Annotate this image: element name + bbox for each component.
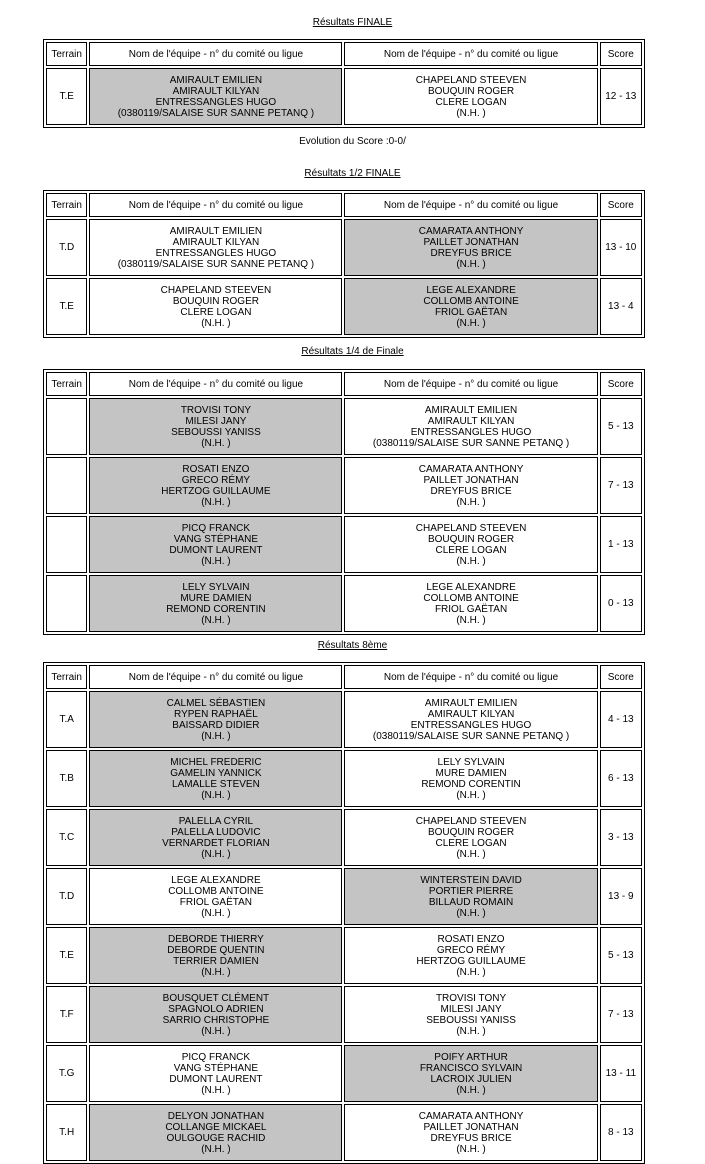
player-name: AMIRAULT KILYAN [172,236,260,248]
club-label: (N.H. ) [201,966,231,978]
club-label: (N.H. ) [456,789,486,801]
team-2-cell [344,691,597,748]
header-score: Score [600,372,642,396]
terrain-cell: T.D [46,868,87,925]
player-name: CAMARATA ANTHONY [418,225,524,237]
player-name: AMIRAULT KILYAN [427,708,515,720]
table-header-row [46,372,642,396]
header-team-1: Nom de l'équipe - n° du comité ou ligue [89,665,342,689]
team-1-cell [89,868,342,925]
player-name: SPAGNOLO ADRIEN [168,1003,264,1015]
score-evolution: Evolution du Score :0-0/ [299,136,406,147]
team-2-cell [344,68,597,125]
player-name: TERRIER DAMIEN [173,955,259,967]
match-row [46,278,642,335]
section-title: Résultats 8ème [317,640,388,651]
terrain-cell: T.F [46,986,87,1043]
player-name: AMIRAULT EMILIEN [424,404,518,416]
player-name: ROSATI ENZO [182,463,250,475]
player-name: CHAPELAND STEEVEN [415,74,527,86]
player-name: PALELLA LUDOVIC [171,826,261,838]
player-name: DREYFUS BRICE [430,485,512,497]
player-name: RYPEN RAPHAËL [174,708,258,720]
player-name: CHAPELAND STEEVEN [415,815,527,827]
results-table [43,39,645,128]
club-label: (N.H. ) [201,496,231,508]
team-2-cell [344,927,597,984]
club-label: (N.H. ) [201,437,231,449]
header-score: Score [600,42,642,66]
team-2-cell [344,809,597,866]
club-label: (N.H. ) [456,966,486,978]
club-label: (N.H. ) [456,555,486,567]
results-table [43,190,645,338]
player-name: CAMARATA ANTHONY [418,463,524,475]
terrain-cell: T.E [46,278,87,335]
terrain-cell: T.A [46,691,87,748]
team-1-cell [89,750,342,807]
player-name: BOUQUIN ROGER [427,826,515,838]
player-name: LACROIX JULIEN [430,1073,512,1085]
score-cell: 1 - 13 [600,516,642,573]
player-name: BAISSARD DIDIER [172,719,260,731]
team-1-cell [89,68,342,125]
terrain-cell: T.E [46,68,87,125]
club-label: (N.H. ) [201,614,231,626]
terrain-cell: T.D [46,219,87,276]
team-2-cell [344,219,597,276]
header-team-2: Nom de l'équipe - n° du comité ou ligue [344,665,597,689]
terrain-cell: T.H [46,1104,87,1161]
club-label: (N.H. ) [201,907,231,919]
club-label: (N.H. ) [201,1025,231,1037]
player-name: DELYON JONATHAN [167,1110,265,1122]
player-name: ROSATI ENZO [437,933,505,945]
player-name: MURE DAMIEN [180,592,252,604]
match-row [46,927,642,984]
player-name: BOUQUIN ROGER [172,295,259,307]
club-label: (N.H. ) [456,1084,486,1096]
player-name: LEGE ALEXANDRE [171,874,261,886]
player-name: TROVISI TONY [180,404,252,416]
team-1-cell [89,927,342,984]
player-name: CLERE LOGAN [435,544,507,556]
header-team-2: Nom de l'équipe - n° du comité ou ligue [344,372,597,396]
player-name: MILESI JANY [440,1003,502,1015]
player-name: MICHEL FREDERIC [170,756,262,768]
player-name: GAMELIN YANNICK [170,767,262,779]
terrain-cell: T.E [46,927,87,984]
player-name: BOUQUIN ROGER [427,533,515,545]
player-name: FRIOL GAËTAN [434,603,508,615]
player-name: WINTERSTEIN DAVID [420,874,522,886]
player-name: OULGOUGE RACHID [166,1132,266,1144]
club-label: (N.H. ) [456,1025,486,1037]
club-label: (N.H. ) [456,258,486,270]
team-2-cell [344,986,597,1043]
player-name: PORTIER PIERRE [428,885,514,897]
team-1-cell [89,516,342,573]
team-1-cell [89,219,342,276]
table-header-row [46,193,642,217]
score-cell: 3 - 13 [600,809,642,866]
score-cell: 13 - 4 [600,278,642,335]
match-row [46,219,642,276]
team-1-cell [89,278,342,335]
club-label: (0380119/SALAISE SUR SANNE PETANQ ) [117,258,315,270]
score-cell: 7 - 13 [600,457,642,514]
results-table [43,662,645,1164]
team-2-cell [344,1104,597,1161]
terrain-cell [46,398,87,455]
team-1-cell [89,986,342,1043]
player-name: FRIOL GAËTAN [434,306,508,318]
player-name: SEBOUSSI YANISS [171,426,261,438]
player-name: AMIRAULT EMILIEN [169,225,263,237]
player-name: LELY SYLVAIN [182,581,250,593]
player-name: AMIRAULT KILYAN [427,415,515,427]
terrain-cell [46,575,87,632]
player-name: CLERE LOGAN [180,306,252,318]
score-cell: 12 - 13 [600,68,642,125]
player-name: DEBORDE QUENTIN [167,944,265,956]
match-row [46,516,642,573]
team-2-cell [344,575,597,632]
club-label: (N.H. ) [201,730,231,742]
player-name: POIFY ARTHUR [434,1051,508,1063]
club-label: (N.H. ) [456,907,486,919]
match-row [46,457,642,514]
club-label: (N.H. ) [201,317,231,329]
team-1-cell [89,809,342,866]
player-name: PAILLET JONATHAN [423,236,519,248]
player-name: DREYFUS BRICE [430,247,512,259]
match-row [46,1045,642,1102]
match-row [46,691,642,748]
team-1-cell [89,398,342,455]
team-2-cell [344,516,597,573]
score-cell: 4 - 13 [600,691,642,748]
club-label: (N.H. ) [456,107,486,119]
player-name: CLERE LOGAN [435,96,507,108]
team-2-cell [344,1045,597,1102]
club-label: (N.H. ) [201,555,231,567]
player-name: ENTRESSANGLES HUGO [155,247,277,259]
header-team-2: Nom de l'équipe - n° du comité ou ligue [344,42,597,66]
player-name: DUMONT LAURENT [169,544,263,556]
section-title: Résultats 1/4 de Finale [301,346,404,357]
player-name: CLERE LOGAN [435,837,507,849]
player-name: REMOND CORENTIN [166,603,266,615]
player-name: PAILLET JONATHAN [423,474,519,486]
team-1-cell [89,691,342,748]
player-name: BOUSQUET CLÉMENT [162,992,270,1004]
player-name: FRANCISCO SYLVAIN [419,1062,523,1074]
club-label: (N.H. ) [201,1084,231,1096]
player-name: COLLOMB ANTOINE [423,295,519,307]
club-label: (N.H. ) [456,1143,486,1155]
match-row [46,986,642,1043]
match-row [46,398,642,455]
player-name: TROVISI TONY [435,992,507,1004]
header-terrain: Terrain [46,665,87,689]
header-team-2: Nom de l'équipe - n° du comité ou ligue [344,193,597,217]
header-score: Score [600,665,642,689]
player-name: AMIRAULT EMILIEN [424,697,518,709]
player-name: MURE DAMIEN [435,767,507,779]
player-name: LEGE ALEXANDRE [426,284,516,296]
player-name: HERTZOG GUILLAUME [416,955,526,967]
player-name: FRIOL GAËTAN [179,896,253,908]
player-name: ENTRESSANGLES HUGO [155,96,277,108]
club-label: (0380119/SALAISE SUR SANNE PETANQ ) [372,437,570,449]
section-title: Résultats FINALE [312,17,393,28]
player-name: LAMALLE STEVEN [172,778,260,790]
player-name: SEBOUSSI YANISS [426,1014,516,1026]
score-cell: 7 - 13 [600,986,642,1043]
player-name: CAMARATA ANTHONY [418,1110,524,1122]
player-name: VANG STÉPHANE [173,1062,259,1074]
team-2-cell [344,457,597,514]
team-1-cell [89,457,342,514]
score-cell: 13 - 11 [600,1045,642,1102]
club-label: (N.H. ) [201,789,231,801]
score-cell: 6 - 13 [600,750,642,807]
player-name: DREYFUS BRICE [430,1132,512,1144]
player-name: PAILLET JONATHAN [423,1121,519,1133]
team-2-cell [344,278,597,335]
score-cell: 0 - 13 [600,575,642,632]
score-cell: 8 - 13 [600,1104,642,1161]
match-row [46,868,642,925]
player-name: COLLOMB ANTOINE [423,592,519,604]
match-row [46,68,642,125]
player-name: BILLAUD ROMAIN [428,896,514,908]
score-cell: 13 - 10 [600,219,642,276]
club-label: (N.H. ) [201,1143,231,1155]
match-row [46,809,642,866]
results-table [43,369,645,635]
club-label: (0380119/SALAISE SUR SANNE PETANQ ) [372,730,570,742]
table-header-row [46,665,642,689]
match-row [46,1104,642,1161]
table-header-row [46,42,642,66]
player-name: CHAPELAND STEEVEN [415,522,527,534]
player-name: VANG STÉPHANE [173,533,259,545]
header-terrain: Terrain [46,42,87,66]
header-team-1: Nom de l'équipe - n° du comité ou ligue [89,372,342,396]
score-cell: 5 - 13 [600,398,642,455]
team-1-cell [89,1045,342,1102]
player-name: COLLANGE MICKAEL [165,1121,267,1133]
player-name: SARRIO CHRISTOPHE [162,1014,270,1026]
player-name: MILESI JANY [185,415,247,427]
player-name: PICQ FRANCK [181,522,251,534]
player-name: ENTRESSANGLES HUGO [410,719,532,731]
player-name: VERNARDET FLORIAN [162,837,270,849]
club-label: (N.H. ) [456,317,486,329]
player-name: BOUQUIN ROGER [427,85,515,97]
player-name: CALMEL SÉBASTIEN [166,697,266,709]
header-team-1: Nom de l'équipe - n° du comité ou ligue [89,42,342,66]
team-2-cell [344,868,597,925]
header-team-1: Nom de l'équipe - n° du comité ou ligue [89,193,342,217]
section-title: Résultats 1/2 FINALE [304,168,401,179]
team-1-cell [89,575,342,632]
player-name: GRECO RÉMY [181,474,251,486]
team-2-cell [344,750,597,807]
player-name: AMIRAULT KILYAN [172,85,260,97]
match-row [46,750,642,807]
header-terrain: Terrain [46,372,87,396]
terrain-cell: T.G [46,1045,87,1102]
club-label: (N.H. ) [456,496,486,508]
player-name: CHAPELAND STEEVEN [160,284,272,296]
player-name: PALELLA CYRIL [178,815,254,827]
player-name: DUMONT LAURENT [169,1073,263,1085]
club-label: (N.H. ) [456,848,486,860]
club-label: (N.H. ) [201,848,231,860]
player-name: LELY SYLVAIN [437,756,505,768]
terrain-cell: T.B [46,750,87,807]
player-name: DEBORDE THIERRY [168,933,264,945]
header-score: Score [600,193,642,217]
player-name: REMOND CORENTIN [421,778,521,790]
team-2-cell [344,398,597,455]
terrain-cell [46,457,87,514]
player-name: PICQ FRANCK [181,1051,251,1063]
header-terrain: Terrain [46,193,87,217]
player-name: COLLOMB ANTOINE [168,885,264,897]
player-name: HERTZOG GUILLAUME [161,485,271,497]
terrain-cell: T.C [46,809,87,866]
club-label: (N.H. ) [456,614,486,626]
club-label: (0380119/SALAISE SUR SANNE PETANQ ) [117,107,315,119]
player-name: AMIRAULT EMILIEN [169,74,263,86]
match-row [46,575,642,632]
player-name: GRECO RÉMY [436,944,506,956]
terrain-cell [46,516,87,573]
player-name: LEGE ALEXANDRE [426,581,516,593]
score-cell: 5 - 13 [600,927,642,984]
team-1-cell [89,1104,342,1161]
score-cell: 13 - 9 [600,868,642,925]
player-name: ENTRESSANGLES HUGO [410,426,532,438]
